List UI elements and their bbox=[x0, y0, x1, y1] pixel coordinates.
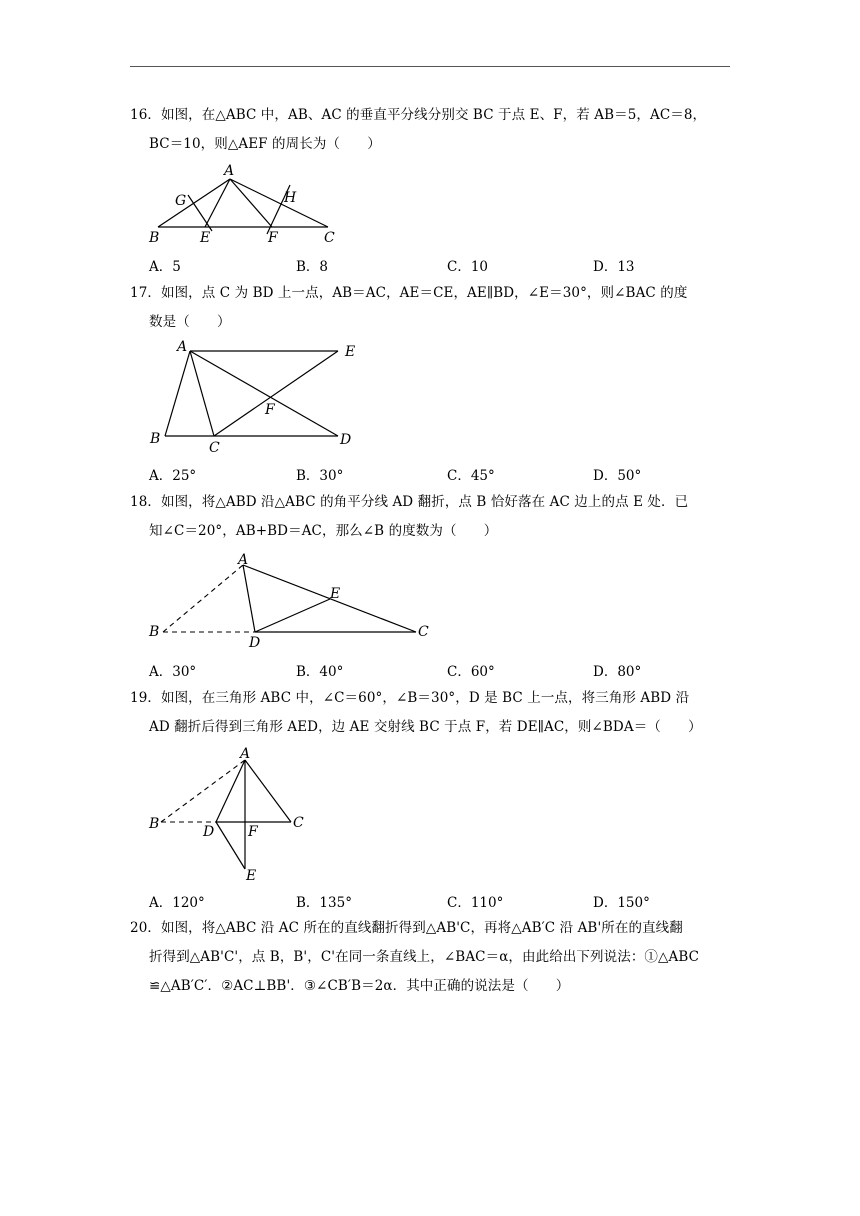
option-c[interactable]: C．60° bbox=[447, 664, 495, 680]
figure-16 bbox=[130, 160, 370, 250]
figure-18 bbox=[130, 548, 440, 654]
question-17-line-1: 17．如图，点 C 为 BD 上一点，AB＝AC，AE＝CE，AE∥BD，∠E＝30°，则∠BAC 的度 bbox=[130, 285, 688, 301]
label-F: F bbox=[248, 824, 258, 840]
question-17-options bbox=[149, 464, 729, 484]
option-a[interactable]: A．120° bbox=[149, 895, 205, 911]
header-rule bbox=[130, 66, 730, 67]
question-16-options bbox=[149, 255, 729, 275]
label-B: B bbox=[149, 230, 160, 246]
option-b[interactable]: B．8 bbox=[296, 259, 329, 275]
label-E: E bbox=[345, 344, 356, 360]
label-E: E bbox=[330, 586, 341, 602]
option-a[interactable]: A．30° bbox=[149, 664, 197, 680]
option-a[interactable]: A．5 bbox=[149, 259, 181, 275]
option-a[interactable]: A．25° bbox=[149, 468, 197, 484]
question-17-line-2: 数是（ ） bbox=[149, 314, 231, 330]
figure-17 bbox=[130, 336, 370, 456]
label-D: D bbox=[340, 432, 352, 448]
option-c[interactable]: C．45° bbox=[447, 468, 495, 484]
label-C: C bbox=[209, 440, 220, 456]
option-d[interactable]: D．13 bbox=[593, 259, 635, 275]
question-18-line-2: 知∠C＝20°，AB+BD＝AC，那么∠B 的度数为（ ） bbox=[149, 523, 498, 539]
option-c[interactable]: C．10 bbox=[447, 259, 489, 275]
option-b[interactable]: B．30° bbox=[296, 468, 344, 484]
label-A: A bbox=[177, 339, 188, 355]
question-19-line-2: AD 翻折后得到三角形 AED，边 AE 交射线 BC 于点 F，若 DE∥AC，则∠BDA＝（ ） bbox=[149, 719, 702, 735]
question-16-line-2: BC＝10，则△AEF 的周长为（ ） bbox=[149, 136, 381, 152]
label-A: A bbox=[238, 552, 249, 568]
label-B: B bbox=[149, 816, 160, 832]
label-C: C bbox=[418, 624, 429, 640]
option-b[interactable]: B．135° bbox=[296, 895, 352, 911]
question-18-line-1: 18．如图，将△ABD 沿△ABC 的角平分线 AD 翻折，点 B 恰好落在 AC 边上的点 E 处．已 bbox=[130, 494, 689, 510]
label-H: H bbox=[284, 190, 297, 206]
option-d[interactable]: D．50° bbox=[593, 468, 642, 484]
label-C: C bbox=[293, 815, 304, 831]
label-C: C bbox=[324, 230, 335, 246]
option-b[interactable]: B．40° bbox=[296, 664, 344, 680]
label-D: D bbox=[249, 635, 261, 651]
label-F: F bbox=[265, 402, 275, 418]
figure-19 bbox=[130, 744, 330, 886]
question-19-line-1: 19．如图，在三角形 ABC 中，∠C＝60°，∠B＝30°，D 是 BC 上一点，将三角形 ABD 沿 bbox=[130, 690, 690, 706]
label-G: G bbox=[175, 193, 187, 209]
label-B: B bbox=[149, 624, 160, 640]
option-d[interactable]: D．80° bbox=[593, 664, 642, 680]
label-E: E bbox=[200, 230, 211, 246]
question-20-line-2: 折得到△AB'C'，点 B，B'，C'在同一条直线上，∠BAC＝α，由此给出下列说法：①△ABC bbox=[149, 949, 700, 965]
question-20-line-1: 20．如图，将△ABC 沿 AC 所在的直线翻折得到△AB'C，再将△AB′C 沿 AB'所在的直线翻 bbox=[130, 920, 683, 936]
label-A: A bbox=[224, 163, 235, 179]
question-20-line-3: ≌△AB′C′．②AC⊥BB'．③∠CB′B＝2α．其中正确的说法是（ ） bbox=[149, 978, 570, 994]
question-16-line-1: 16．如图，在△ABC 中，AB、AC 的垂直平分线分别交 BC 于点 E、F，若 AB＝5，AC＝8， bbox=[130, 107, 707, 123]
question-19-options bbox=[149, 891, 729, 911]
label-A: A bbox=[240, 746, 251, 762]
label-D: D bbox=[203, 824, 215, 840]
option-d[interactable]: D．150° bbox=[593, 895, 650, 911]
question-18-options bbox=[149, 660, 729, 680]
label-B: B bbox=[150, 431, 161, 447]
option-c[interactable]: C．110° bbox=[447, 895, 504, 911]
label-E: E bbox=[246, 868, 257, 884]
label-F: F bbox=[268, 230, 278, 246]
